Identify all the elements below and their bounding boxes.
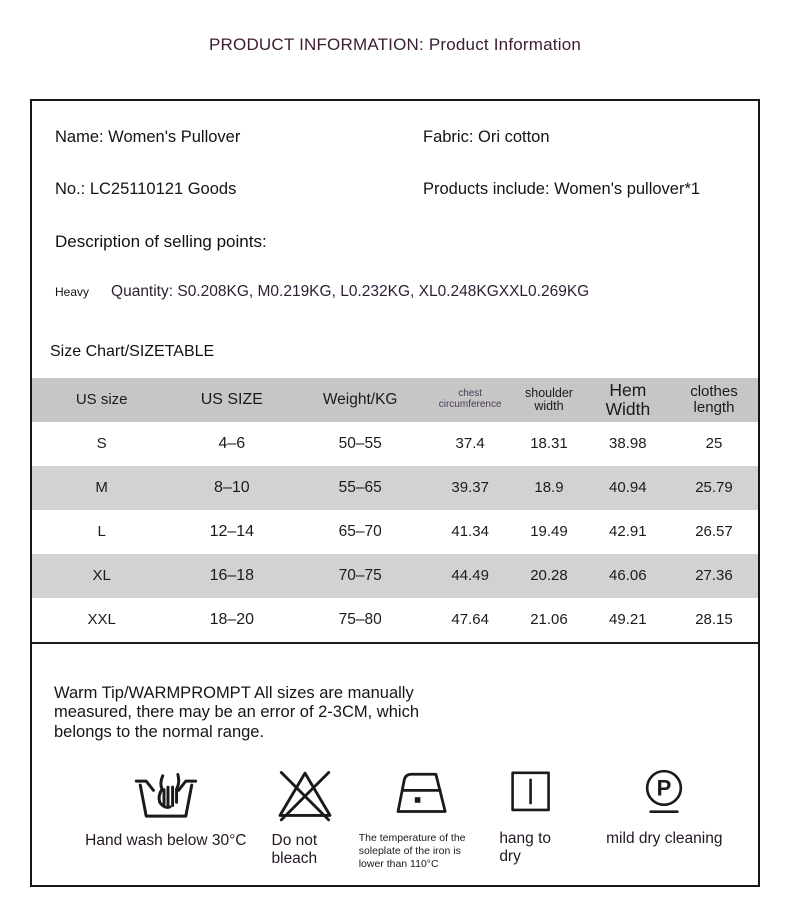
column-header-us-size-caps: US SIZE [200,391,263,409]
cell: 37.4 [455,434,485,452]
quantity-row [55,283,758,301]
cell: S [96,434,107,452]
column-header-weight: Weight/KG [322,390,398,408]
cell: 38.98 [609,434,647,452]
cell: 50–55 [338,434,382,452]
cell: 25 [705,434,723,452]
column-header-us-size: US size [75,390,128,408]
cell: 27.36 [695,566,733,584]
description-heading: Description of selling points: [55,232,267,251]
care-item-do-not-bleach [258,763,352,869]
cell: XXL [87,610,116,628]
hand-wash-icon [133,763,199,823]
product-includes: Products include: Women's pullover*1 [423,180,701,198]
cell: 18.31 [530,434,568,452]
cell: 46.06 [609,566,647,584]
column-header-hem: Hem Width [605,380,651,419]
product-summary [32,101,758,199]
cell: 4–6 [218,435,246,453]
care-item-hand-wash [74,763,258,851]
heavy-label: Heavy [55,285,90,299]
hang-to-dry-icon [501,763,559,821]
quantity-text: Quantity: S0.208KG, M0.219KG, L0.232KG, XL0.248KGXXL0.269KG [111,283,590,300]
care-label: hang to dry [499,829,552,866]
cell: L [97,522,106,540]
care-item-iron-low [351,763,490,871]
cell: 70–75 [338,566,382,584]
cell: 75–80 [338,610,382,628]
cell: 20.28 [530,566,568,584]
cell: 8–10 [214,479,250,497]
column-header-chest: chest circumference [438,388,502,410]
care-item-hang-to-dry [490,763,571,867]
dry-clean-p-icon [635,763,693,821]
column-header-shoulder: shoulder width [525,385,573,413]
cell: 65–70 [338,522,382,540]
cell: 55–65 [338,478,382,496]
cell: XL [92,566,111,584]
cell: 41.34 [451,522,489,540]
cell: 26.57 [695,522,733,540]
cell: 49.21 [609,610,647,628]
product-fabric: Fabric: Ori cotton [423,128,550,146]
table-row-m [32,466,758,510]
size-table [32,378,758,644]
cell: 44.49 [451,566,489,584]
cell: 18–20 [209,611,255,629]
cell: 16–18 [209,567,255,585]
cell: 21.06 [530,610,568,628]
cell: M [95,478,108,496]
care-item-mild-dry-clean [571,763,758,849]
cell: 39.37 [451,478,489,496]
care-label: The temperature of the soleplate of the iron is lower than 110°C [358,831,466,871]
product-name: Name: Women's Pullover [55,128,241,146]
table-row-s [32,422,758,466]
page-title: PRODUCT INFORMATION: Product Information [209,35,581,54]
cell: 40.94 [609,478,647,496]
iron-low-temp-icon [390,763,452,819]
cell: 28.15 [695,610,733,628]
cell: 47.64 [451,610,489,628]
care-label: Hand wash below 30°C [85,831,247,849]
care-label: mild dry cleaning [606,829,723,847]
warm-tip-text: Warm Tip/WARMPROMPT All sizes are manually measured, there may be an error of 2-3CM, which belongs to the normal range. [54,684,419,741]
do-not-bleach-icon [273,763,337,823]
product-info-box [30,99,760,887]
care-instructions [74,763,758,871]
table-row-xl [32,554,758,598]
product-number: No.: LC25110121 Goods [55,180,237,198]
cell: 42.91 [609,522,647,540]
care-label: Do not bleach [271,831,318,868]
column-header-length: clothes length [690,382,738,416]
size-chart-heading: Size Chart/SIZETABLE [50,343,215,360]
cell: 19.49 [530,522,568,540]
cell: 12–14 [209,523,255,541]
cell: 18.9 [534,478,564,496]
table-row-xxl [32,598,758,643]
size-table-header-row [32,378,758,422]
table-row-l [32,510,758,554]
cell: 25.79 [695,478,733,496]
svg-text:P: P [656,775,672,801]
